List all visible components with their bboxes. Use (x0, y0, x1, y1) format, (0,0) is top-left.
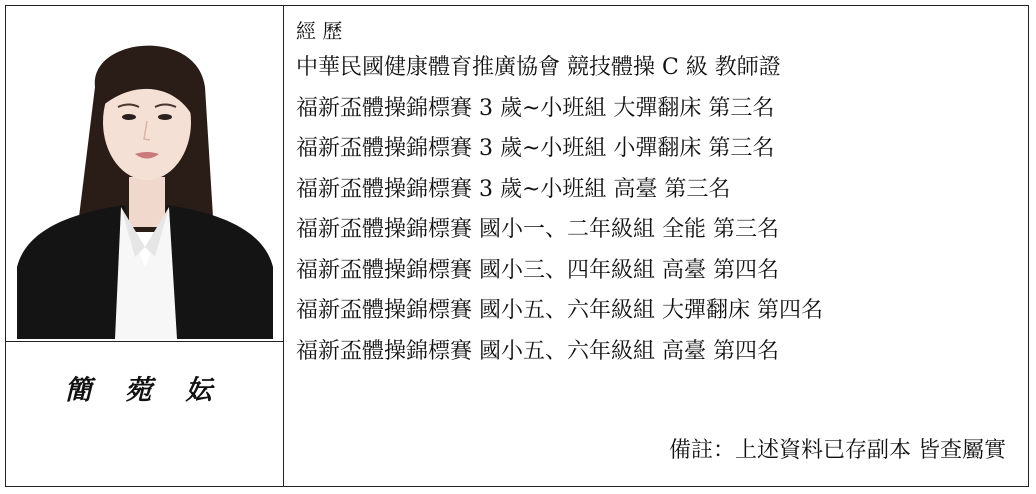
experience-heading: 經 歷 (296, 19, 343, 43)
photo-cell (6, 6, 283, 342)
left-column (6, 6, 284, 486)
profile-card (5, 5, 1029, 487)
experience-item: 福新盃體操錦標賽 3 歲~小班組 高臺 第三名 (296, 176, 731, 202)
portrait-illustration (17, 17, 273, 339)
experience-item: 中華民國健康體育推廣協會 競技體操 C 級 教師證 (296, 55, 781, 80)
experience-item: 福新盃體操錦標賽 3 歲~小班組 大彈翻床 第三名 (296, 95, 775, 121)
experience-item: 福新盃體操錦標賽 國小一、二年級組 全能 第三名 (296, 217, 779, 242)
portrait-photo (17, 17, 273, 339)
experience-section (296, 14, 1018, 372)
experience-item: 福新盃體操錦標賽 3 歲~小班組 小彈翻床 第三名 (296, 136, 775, 161)
person-name: 簡 菀 妘 (64, 375, 225, 406)
experience-item: 福新盃體操錦標賽 國小五、六年級組 大彈翻床 第四名 (296, 298, 823, 323)
experience-item: 福新盃體操錦標賽 國小三、四年級組 高臺 第四名 (296, 257, 779, 283)
verification-note: 備註：上述資料已存副本 皆查屬實 (669, 438, 1006, 463)
experience-item: 福新盃體操錦標賽 國小五、六年級組 高臺 第四名 (296, 338, 779, 364)
name-cell (6, 342, 283, 488)
